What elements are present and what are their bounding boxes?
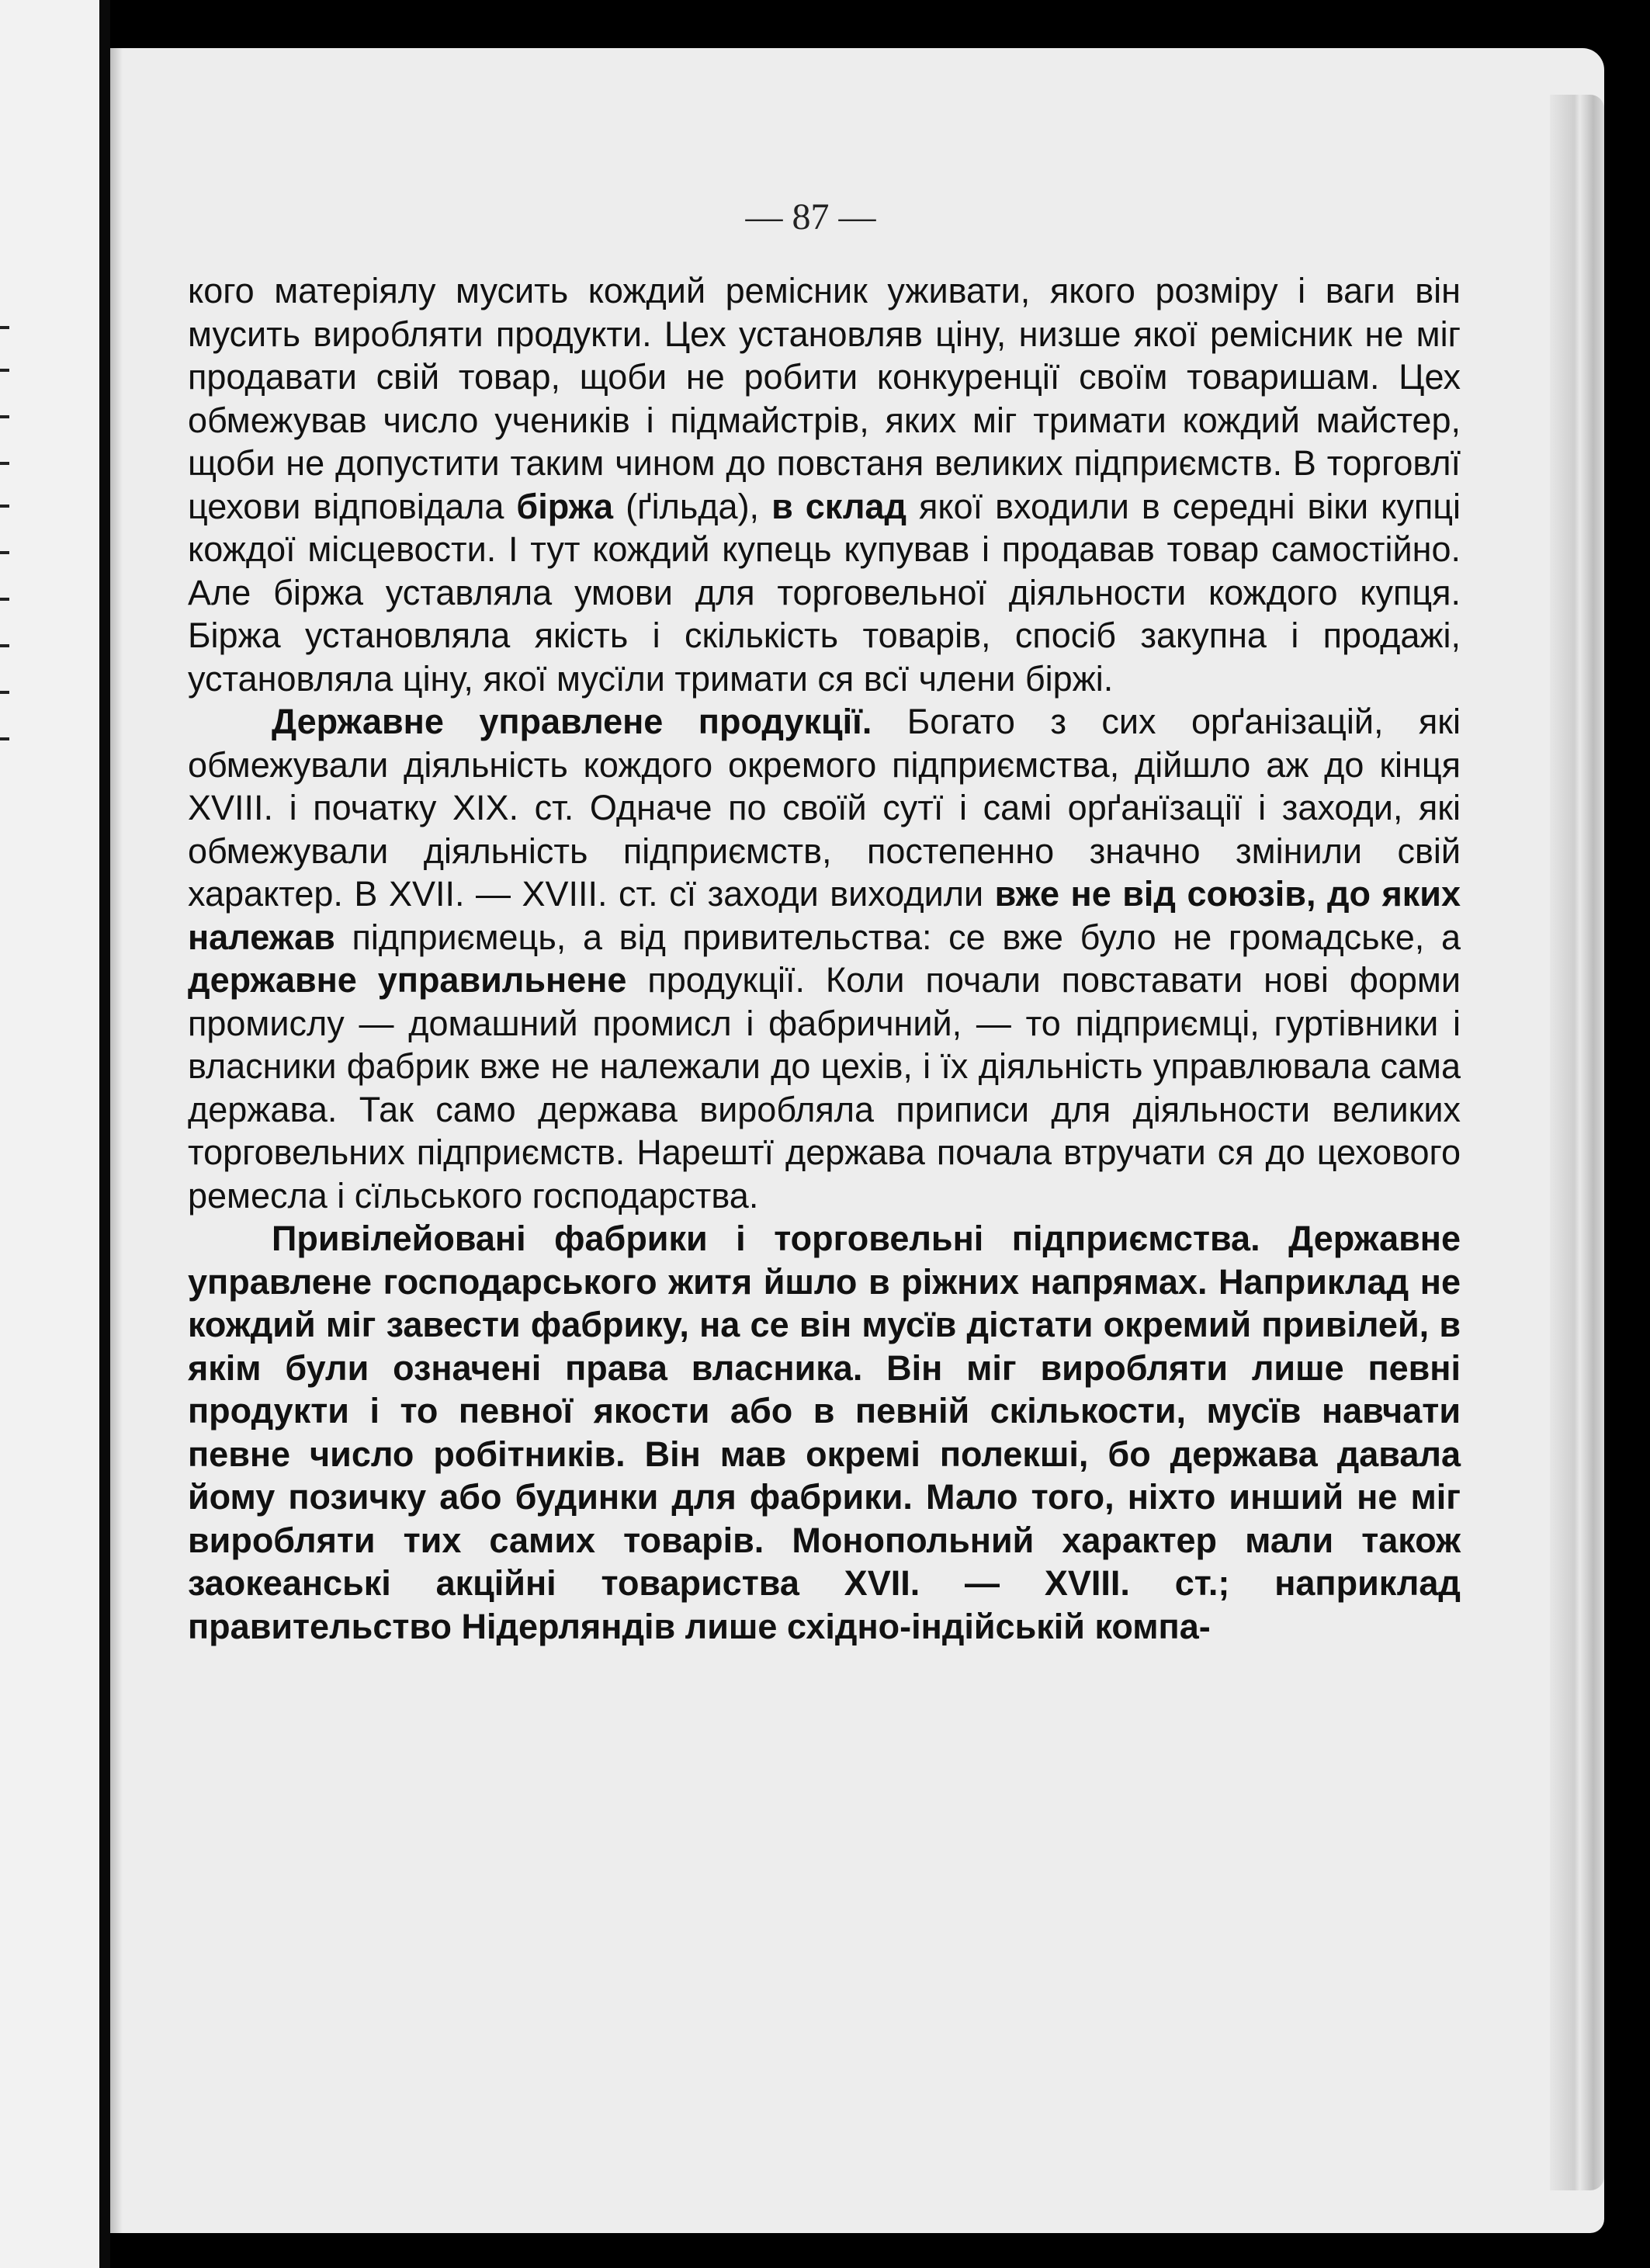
bold-text-segment: Привілейовані фабрики і торговельні підприємства. <box>272 1219 1260 1258</box>
bold-text-segment: державне управильнене <box>188 960 627 1000</box>
bold-text-segment: Державне управлене продукції. <box>272 702 872 741</box>
bold-text-segment: вже не від союзів, до яких належав <box>188 874 1461 957</box>
text-segment: Богато з сих орґанізацій, які обмежували діяльність кождого окремого підприємства, дійшло аж до кінця XVIII. і початку XIX. ст. Одначе по своїй сутї і самі орґанїзації і заходи, які обмежували діяльність підприємств, постепенно значно змінили свій характер. В XVII. — XVIII. ст. сї заходи виходили <box>188 702 1461 914</box>
page-stack-edge <box>1550 95 1604 2190</box>
text-segment: (ґільда), <box>613 486 772 526</box>
paragraph <box>188 269 1461 700</box>
bold-text-segment: Державне управлене господарського житя йшло в ріжних напрямах. Наприклад не кождий міг завести фабрику, на се він мусїв дістати окремий привілей, в якім були означені права власника. Він міг виробляти лише певні продукти і то певної якости або в певній скількости, мусїв навчати певне число робітників. Він мав окремі полекші, бо держава давала йому позичку або будинки для фабрики. Мало того, ніхто инший не міг виробляти тих самих товарів. Монопольний характер мали також заокеанські акційні товариства XVII. — XVIII. ст.; наприклад правительство Нідерляндів лише східно-індійській компа- <box>188 1219 1461 1646</box>
bold-text-segment: біржа <box>516 486 614 526</box>
body-text <box>188 269 1461 1648</box>
book-page <box>110 48 1604 2233</box>
paragraph <box>188 700 1461 1217</box>
text-segment: кого матеріялу мусить кождий ремісник уживати, якого розміру і ваги він мусить виробляти продукти. Цех установляв ціну, низше якої ремісник не міг продавати свій товар, щоби не робити конкуренції своїм товаришам. Цех обмежував число учеників і підмайстрів, яких міг тримати кождий майстер, щоби не допустити таким чином до повстаня великих підприємств. В торговлї цехови відповідала <box>188 271 1461 526</box>
text-segment: продукції. Коли почали повставати нові форми промислу — домашний промисл і фабричний, — то підприємці, гуртівники і власники фабрик вже не належали до цехів, і їх діяльність управлювала сама держава. Так само держава виробляла приписи для діяльности великих торговельних підприємств. Нарештї держава почала втручати ся до цехового ремесла і сїльського господарства. <box>188 960 1461 1215</box>
page-binding-shadow <box>110 48 123 2233</box>
paragraph <box>188 1217 1461 1648</box>
page-number: — 87 — <box>745 196 876 238</box>
bold-text-segment: в склад <box>771 486 907 526</box>
adjacent-page-edge <box>0 0 99 2268</box>
text-segment: підприємець, а від привительства: се вже було не громадське, а <box>335 917 1461 957</box>
text-segment: якої входили в середні віки купці кождої місцевости. І тут кождий купець купував і продавав товар самостійно. Але біржа уставляла умови для торговельної діяльности кождого купця. Біржа установляла якість і скількість товарів, спосіб закупна і продажі, установляла ціну, якої мусїли тримати ся всї члени біржі. <box>188 486 1461 699</box>
book-gutter <box>99 0 110 2268</box>
